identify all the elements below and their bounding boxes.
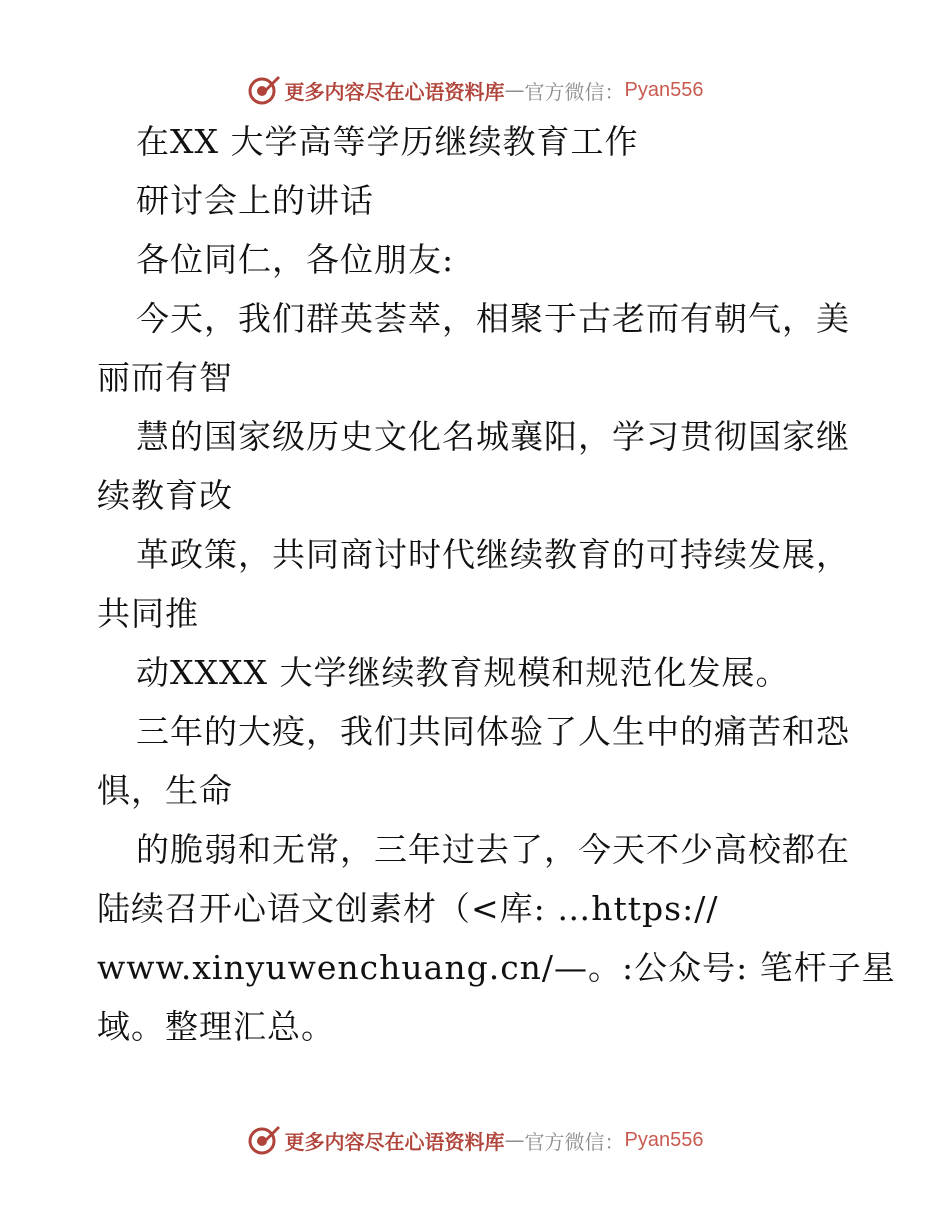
banner-wechat-id: Pyan556 <box>624 78 704 101</box>
paragraph-line: 丽而有智 <box>97 358 233 397</box>
paragraph-line: www.xinyuwenchuang.cn/—。:公众号: 笔杆子星 <box>97 948 896 987</box>
paragraph-line: 今天，我们群英荟萃，相聚于古老而有朝气，美 <box>136 299 850 338</box>
footer-banner <box>0 1120 950 1160</box>
paragraph-line: 陆续召开心语文创素材（<库: …https:// <box>97 889 719 928</box>
quill-logo-icon <box>247 1123 281 1157</box>
paragraph-line: 共同推 <box>97 594 199 633</box>
banner-main-text: 更多内容尽在心语资料库 <box>284 79 505 104</box>
banner-dash: — <box>504 1128 525 1152</box>
paragraph-line: 的脆弱和无常，三年过去了，今天不少高校都在 <box>136 830 850 869</box>
salutation: 各位同仁，各位朋友: <box>136 240 455 279</box>
paragraph-line: 惧，生命 <box>97 771 233 810</box>
banner-wechat-id: Pyan556 <box>624 1128 704 1151</box>
paragraph-line: 慧的国家级历史文化名城襄阳，学习贯彻国家继 <box>136 417 850 456</box>
header-banner <box>0 70 950 110</box>
paragraph-line: 域。整理汇总。 <box>97 1007 335 1046</box>
doc-title-line-2: 研讨会上的讲话 <box>136 181 374 220</box>
banner-main-text: 更多内容尽在心语资料库 <box>284 1129 505 1154</box>
quill-logo-icon <box>247 73 281 107</box>
doc-title-line-1: 在XX 大学高等学历继续教育工作 <box>136 122 639 161</box>
banner-dash: — <box>504 78 525 102</box>
paragraph-line: 三年的大疫，我们共同体验了人生中的痛苦和恐 <box>136 712 850 751</box>
banner-wechat-label: 官方微信： <box>524 79 625 104</box>
paragraph-line: 续教育改 <box>97 476 233 515</box>
paragraph-line: 革政策，共同商讨时代继续教育的可持续发展， <box>136 535 850 574</box>
banner-wechat-label: 官方微信： <box>524 1129 625 1154</box>
paragraph-line: 动XXXX 大学继续教育规模和规范化发展。 <box>136 653 790 692</box>
